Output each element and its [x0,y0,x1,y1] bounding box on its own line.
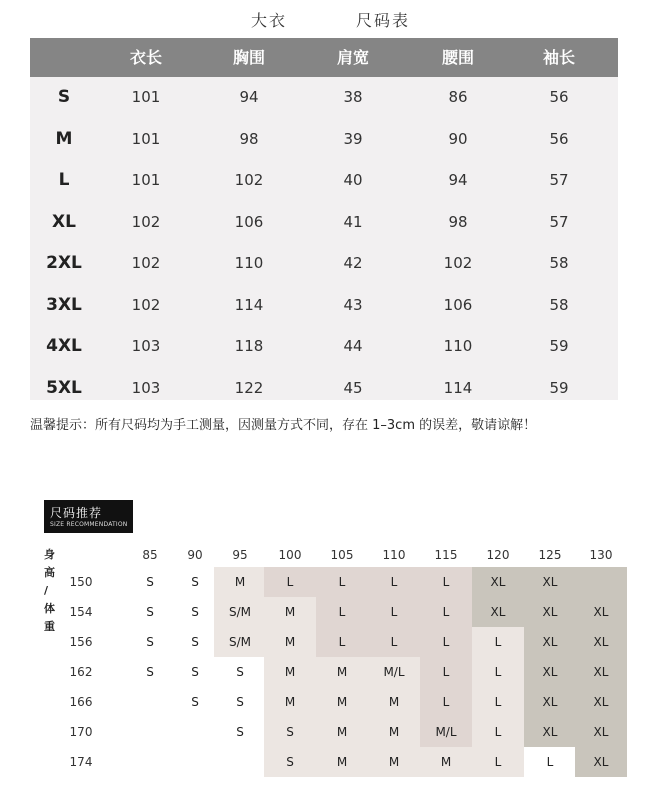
size-table-cell: 59 [549,378,569,397]
badge-subtitle: SIZE RECOMMENDATION [50,521,128,528]
size-table-cell: 101 [131,171,161,189]
recommended-size-cell: S [191,635,199,649]
size-table-cell: 114 [443,378,473,397]
height-weight-label: 身高 / 体重 [44,548,55,633]
weight-header: 105 [330,548,354,562]
recommended-size-cell: XL [593,605,609,619]
recommended-size-cell: L [494,755,502,769]
recommended-size-cell: L [390,635,398,649]
size-label: 2XL [46,253,82,273]
size-table-cell: 122 [234,378,264,397]
size-table-cell: 98 [239,129,259,148]
size-table-header-cell: 衣长 [129,48,162,67]
recommended-size-cell: L [546,755,554,769]
weight-header: 115 [434,548,458,562]
size-recommendation-badge [44,500,133,533]
recommended-size-cell: M [336,695,348,709]
recommended-size-cell: M [284,605,296,619]
recommended-size-cell: L [338,605,346,619]
size-table-cell: 102 [131,254,161,272]
weight-header: 125 [538,548,562,562]
size-label: M [55,128,73,149]
size-table-cell: 57 [549,212,569,231]
recommended-size-cell: XL [593,755,609,769]
size-table-cell: 59 [549,337,569,355]
size-table-cell: 102 [443,254,473,272]
height-label: 174 [69,755,93,769]
size-table-row [30,368,618,409]
recommended-size-cell: S [286,725,294,739]
badge-title: 尺码推荐 [50,506,103,520]
recommended-size-cell: S [191,695,199,709]
recommended-size-cell: XL [490,575,506,589]
weight-header: 95 [232,548,248,562]
recommended-size-cell: M [440,755,452,769]
recommended-size-cell: L [494,635,502,649]
recommended-size-cell: M [336,665,348,679]
size-table-cell: 110 [234,254,264,272]
recommended-size-cell: XL [542,605,558,619]
recommended-size-cell: L [442,605,450,619]
height-label: 166 [69,695,93,709]
size-table-cell: 106 [234,212,264,231]
size-label: 4XL [46,336,82,356]
size-table-header-cell: 袖长 [542,48,575,67]
recommended-size-cell: S [146,575,154,589]
recommended-size-cell: M [388,755,400,769]
recommended-size-cell: M/L [383,665,405,679]
size-table-cell: 58 [549,254,569,272]
recommended-size-cell: XL [490,605,506,619]
recommended-size-cell: M [284,635,296,649]
size-table-cell: 114 [234,295,264,314]
recommended-size-cell: S [191,605,199,619]
size-table-row [30,119,618,160]
size-table-cell: 56 [549,88,569,106]
recommended-size-cell: S/M [228,635,251,649]
size-table-row [30,326,618,367]
recommended-size-cell: L [390,575,398,589]
weight-header: 110 [382,548,406,562]
recommended-size-cell: L [338,635,346,649]
recommended-size-cell: S [146,665,154,679]
recommended-size-cell: S [146,635,154,649]
recommended-size-cell: L [390,605,398,619]
measurement-tip: 温馨提示：所有尺码均为手工测量，因测量方式不同，存在 1–3cm 的误差，敬请谅解！ [30,418,537,433]
size-table-cell: 45 [343,378,363,397]
recommended-size-cell: L [494,725,502,739]
size-table-header [30,38,618,77]
size-table-cell: 38 [343,88,363,106]
recommended-size-cell: S [236,665,244,679]
size-table-cell: 43 [343,295,363,314]
size-table-cell: 102 [234,171,264,189]
height-label: 154 [69,605,93,619]
recommended-size-cell: L [442,635,450,649]
size-table-row [30,77,618,118]
size-table-header-cell: 腰围 [441,48,474,67]
recommended-size-cell: S [191,575,199,589]
size-label: 5XL [46,377,82,398]
recommended-size-cell: XL [542,575,558,589]
chart-title-text: 尺码表 [356,11,411,30]
product-title: 大衣 [251,11,288,30]
size-table-cell: 42 [343,254,363,272]
weight-header: 85 [142,548,158,562]
recommended-size-cell: L [442,695,450,709]
weight-header: 100 [278,548,302,562]
recommended-size-cell: XL [593,695,609,709]
recommended-size-cell: M/L [435,725,457,739]
size-table-cell: 101 [131,129,161,148]
recommended-size-cell: XL [542,725,558,739]
weight-header: 90 [187,548,203,562]
height-label: 150 [69,575,93,589]
recommended-size-cell: S/M [228,605,251,619]
size-table-header-cell: 胸围 [232,48,265,67]
recommended-size-cell: S [146,605,154,619]
recommended-size-cell: M [336,725,348,739]
size-table-row [30,285,618,326]
size-label: 3XL [46,294,82,315]
size-table-header-cell: 肩宽 [336,48,369,67]
size-table-cell: 39 [343,129,363,148]
recommended-size-cell: L [286,575,294,589]
size-table-cell: 118 [234,337,264,355]
recommended-size-cell: XL [542,635,558,649]
size-table-cell: 44 [343,337,363,355]
recommended-size-cell: XL [542,695,558,709]
recommended-size-cell: S [286,755,294,769]
size-label: L [58,170,70,190]
recommended-size-cell: M [284,695,296,709]
recommended-size-cell: XL [542,665,558,679]
height-label: 162 [69,665,93,679]
size-table-cell: 101 [131,88,161,106]
recommended-size-cell: S [191,665,199,679]
size-table-cell: 106 [443,295,473,314]
height-label: 170 [69,725,93,739]
recommended-size-cell: S [236,695,244,709]
recommended-size-cell: M [234,575,246,589]
recommended-size-cell: XL [593,665,609,679]
size-label: XL [52,211,76,232]
size-table-cell: 94 [448,171,468,189]
recommended-size-cell: L [494,695,502,709]
size-table-row [30,202,618,243]
size-table-cell: 102 [131,212,161,231]
size-table-cell: 110 [443,337,473,355]
recommended-size-cell: XL [593,635,609,649]
size-table-cell: 103 [131,378,161,397]
recommended-size-cell: L [442,575,450,589]
size-table-cell: 90 [448,129,468,148]
recommended-size-cell: S [236,725,244,739]
height-label: 156 [69,635,93,649]
size-table-cell: 56 [549,129,569,148]
size-table-row [30,160,618,201]
recommended-size-cell: M [388,695,400,709]
size-table [30,38,618,400]
recommended-size-cell: XL [593,725,609,739]
size-table-cell: 40 [343,171,363,189]
size-table-cell: 94 [239,88,259,106]
size-table-row [30,243,618,284]
recommended-size-cell: L [442,665,450,679]
size-table-cell: 86 [448,88,468,106]
recommended-size-cell: M [284,665,296,679]
weight-header: 130 [589,548,613,562]
recommended-size-cell: M [388,725,400,739]
recommended-size-cell: L [338,575,346,589]
size-label: S [57,87,71,107]
chart-title [0,8,654,30]
size-table-cell: 102 [131,295,161,314]
size-table-cell: 103 [131,337,161,355]
size-table-cell: 41 [343,212,363,231]
size-table-cell: 58 [549,295,569,314]
size-table-cell: 98 [448,212,468,231]
recommended-size-cell: L [494,665,502,679]
weight-header: 120 [486,548,510,562]
recommended-size-cell: M [336,755,348,769]
size-table-cell: 57 [549,171,569,189]
